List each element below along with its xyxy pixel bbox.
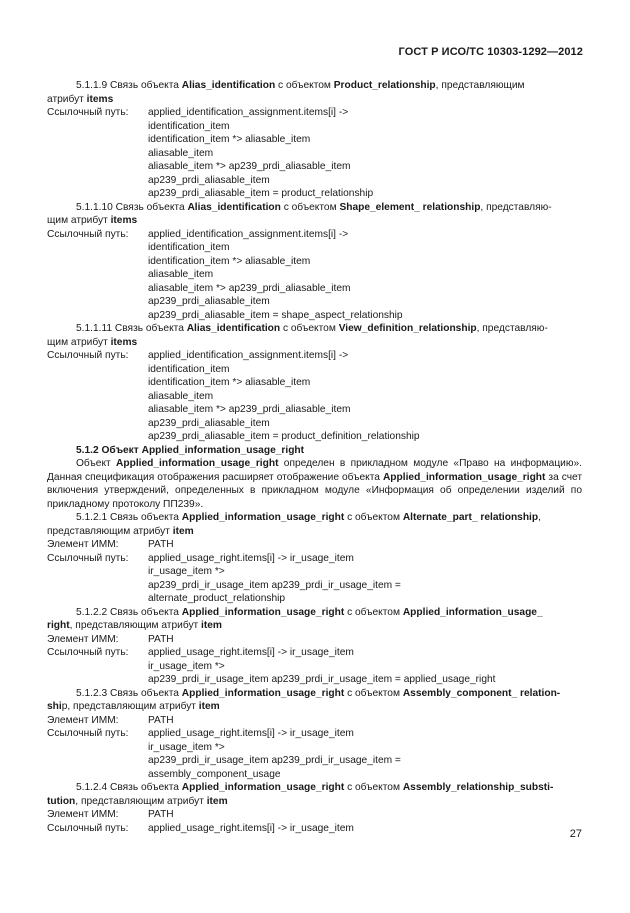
path-line: ap239_prdi_ir_usage_item ap239_prdi_ir_usage_item =: [148, 579, 401, 591]
path-line: aliasable_item: [148, 147, 214, 159]
path-line: identification_item: [148, 242, 230, 253]
path-line: identification_item *> aliasable_item: [148, 377, 311, 388]
clause-5-1-1-11-cont: щим атрибут items: [47, 336, 138, 348]
reference-path-block: [47, 727, 582, 781]
clause-5-1-2-3-cont: ship, представляющим атрибут item: [47, 701, 220, 712]
clause-5-1-1-11: 5.1.1.11 Связь объекта Alias_identification с объектом View_definition_relationship, представляю-: [76, 323, 548, 334]
clause-5-1-1-10: 5.1.1.10 Связь объекта Alias_identification с объектом Shape_element_ relationship, представляю-: [76, 201, 552, 213]
path-line: identification_item: [148, 120, 230, 132]
imm-element-label: Элемент ИММ:: [47, 633, 119, 645]
path-line: applied_usage_right.items[i] -> ir_usage_item: [148, 647, 354, 658]
clause-5-1-1-9: 5.1.1.9 Связь объекта Alias_identification с объектом Product_relationship, представляющим: [76, 80, 525, 91]
section-heading-5-1-2: 5.1.2 Объект Applied_information_usage_right: [76, 444, 305, 456]
imm-element-label: Элемент ИММ:: [47, 809, 119, 820]
clause-5-1-2-4: 5.1.2.4 Связь объекта Applied_information_usage_right с объектом Assembly_relationship_substi-: [76, 782, 554, 793]
path-line: ir_usage_item *>: [148, 566, 225, 577]
path-line: applied_usage_right.items[i] -> ir_usage_item: [148, 552, 354, 564]
clause-5-1-2-1-cont: представляющим атрибут item: [47, 525, 194, 537]
clause-5-1-2-2: 5.1.2.2 Связь объекта Applied_information_usage_right с объектом Applied_information_usage_: [76, 606, 543, 618]
clause-5-1-2-4-cont: tution, представляющим атрибут item: [47, 795, 228, 807]
path-line: applied_identification_assignment.items[i] ->: [148, 107, 349, 118]
path-line: ap239_prdi_aliasable_item: [148, 417, 270, 429]
page-number: 27: [569, 828, 582, 840]
clause-5-1-1-9-cont: атрибут items: [47, 93, 114, 105]
imm-element-block: [47, 714, 582, 728]
reference-path-block: [47, 228, 582, 323]
reference-path-label: Ссылочный путь:: [47, 350, 129, 361]
reference-path-block: [47, 822, 582, 836]
path-line: identification_item *> aliasable_item: [148, 134, 311, 145]
path-line: ap239_prdi_aliasable_item = shape_aspect_relationship: [148, 309, 403, 321]
imm-element-label: Элемент ИММ:: [47, 714, 119, 726]
reference-path-label: Ссылочный путь:: [47, 728, 129, 739]
reference-path-block: [47, 646, 582, 687]
imm-element-label: Элемент ИММ:: [47, 539, 119, 550]
imm-element-value: PATH: [148, 809, 174, 820]
path-line: assembly_component_usage: [148, 768, 281, 780]
path-line: applied_usage_right.items[i] -> ir_usage_item: [148, 728, 354, 739]
path-line: ap239_prdi_aliasable_item: [148, 174, 270, 186]
path-line: ap239_prdi_ir_usage_item ap239_prdi_ir_usage_item = applied_usage_right: [148, 674, 496, 685]
path-line: aliasable_item *> ap239_prdi_aliasable_item: [148, 404, 351, 415]
clause-5-1-2-1: 5.1.2.1 Связь объекта Applied_information_usage_right с объектом Alternate_part_ relationship,: [76, 512, 541, 523]
clause-5-1-1-10-cont: щим атрибут items: [47, 215, 138, 226]
reference-path-label: Ссылочный путь:: [47, 228, 129, 240]
imm-element-block: [47, 538, 582, 552]
path-line: ap239_prdi_ir_usage_item ap239_prdi_ir_usage_item =: [148, 755, 401, 766]
imm-element-value: PATH: [148, 539, 174, 550]
path-line: ir_usage_item *>: [148, 660, 225, 672]
imm-element-value: PATH: [148, 714, 174, 726]
path-line: identification_item: [148, 363, 230, 375]
document-body: [47, 79, 582, 835]
path-line: ap239_prdi_aliasable_item: [148, 296, 270, 307]
reference-path-label: Ссылочный путь:: [47, 107, 129, 118]
imm-element-value: PATH: [148, 633, 174, 645]
clause-5-1-2-2-cont: right, представляющим атрибут item: [47, 620, 222, 631]
imm-element-block: [47, 633, 582, 647]
path-line: aliasable_item *> ap239_prdi_aliasable_item: [148, 161, 351, 172]
path-line: applied_identification_assignment.items[i] ->: [148, 228, 349, 240]
path-line: applied_identification_assignment.items[i] ->: [148, 350, 349, 361]
path-line: alternate_product_relationship: [148, 593, 286, 604]
reference-path-block: [47, 552, 582, 606]
reference-path-label: Ссылочный путь:: [47, 822, 129, 834]
imm-element-block: [47, 808, 582, 822]
reference-path-label: Ссылочный путь:: [47, 647, 129, 658]
path-line: ap239_prdi_aliasable_item = product_definition_relationship: [148, 431, 420, 442]
path-line: ap239_prdi_aliasable_item = product_relationship: [148, 188, 374, 199]
path-line: aliasable_item: [148, 390, 214, 402]
path-line: identification_item *> aliasable_item: [148, 255, 311, 267]
reference-path-block: [47, 349, 582, 444]
clause-5-1-2-3: 5.1.2.3 Связь объекта Applied_information_usage_right с объектом Assembly_component_ relation-: [76, 687, 561, 699]
document-header: ГОСТ Р ИСО/ТС 10303-1292—2012: [398, 46, 583, 58]
section-5-1-2-paragraph: Объект Applied_information_usage_right определен в прикладном модуле «Право на информацию». Данная спецификация отображения расширяет отображение объекта Applied_information_usage_right за счет включения утверждений, определенных в прикладном модуле «Информация об определении изделий по прикладному протоколу ПП239».: [47, 458, 582, 510]
path-line: applied_usage_right.items[i] -> ir_usage_item: [148, 822, 354, 834]
path-line: aliasable_item: [148, 269, 214, 280]
reference-path-block: [47, 106, 582, 201]
path-line: aliasable_item *> ap239_prdi_aliasable_item: [148, 282, 351, 294]
path-line: ir_usage_item *>: [148, 741, 225, 753]
reference-path-label: Ссылочный путь:: [47, 552, 129, 564]
